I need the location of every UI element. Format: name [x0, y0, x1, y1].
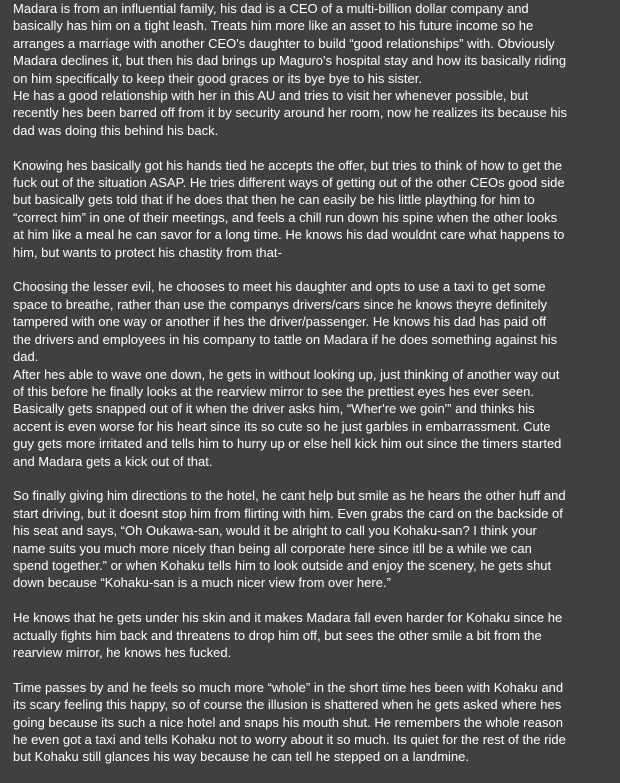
- paragraph: [13, 157, 619, 261]
- paragraph: [13, 278, 619, 469]
- text-line: “correct him” in one of their meetings, and feels a chill run down his spine when the other looks: [13, 209, 558, 225]
- text-line: basically has him on a tight leash. Treats him more like an asset to his future income so he: [13, 18, 534, 34]
- paragraph: [13, 609, 619, 661]
- text-line: and Madara gets a kick out of that.: [13, 453, 213, 469]
- text-line: spend together.” or when Kohaku tells him to look outside and enjoy the scenery, he gets shut: [13, 557, 552, 573]
- text-line: arranges a marriage with another CEO's daughter to build “good relationships” with. Obviously: [13, 35, 555, 51]
- text-line: accent is even worse for his heart since its so cute so he just garbles in embarrassment. Cute: [13, 418, 551, 434]
- text-line: he even got a taxi and tells Kohaku not to worry about it so much. Its quiet for the rest of the ride: [13, 731, 566, 747]
- text-line: but Kohaku still glances his way because he can tell he stepped on a landmine.: [13, 749, 470, 765]
- text-line: space to breathe, rather than use the companys drivers/cars since he knows theyre definitely: [13, 296, 548, 312]
- text-line: Knowing hes basically got his hands tied he accepts the offer, but tries to think of how to get the: [13, 157, 562, 173]
- text-line: its scary feeling this happy, so of course the illusion is shattered when he gets asked where hes: [13, 697, 562, 713]
- text-line: going because its such a nice hotel and snaps his mouth shut. He remembers the whole reason: [13, 714, 563, 730]
- text-line: name suits you much more nicely than being all corporate here since itll be a while we can: [13, 540, 532, 556]
- text-line: on him specifically to keep their good graces or its bye bye to his sister.: [13, 70, 422, 86]
- text-line: his seat and says, “Oh Oukawa-san, would it be alright to call you Kohaku-san? I think your: [13, 523, 537, 539]
- text-line: the drivers and employees in his company to tattle on Madara if he does something against his: [13, 331, 558, 347]
- text-line: start driving, but it doesnt stop him from flirting with him. Even grabs the card on the backside of: [13, 505, 563, 521]
- text-line: of this before he finally looks at the rearview mirror to see the prettiest eyes hes ever seen.: [13, 383, 534, 399]
- text-line: He knows that he gets under his skin and it makes Madara fall even harder for Kohaku since he: [13, 610, 563, 626]
- text-line: down because “Kohaku-san is a much nicer view from over here.”: [13, 575, 391, 591]
- text-line: Basically gets snapped out of it when the driver asks him, “Wher're we goin'” and thinks his: [13, 401, 535, 417]
- text-line: So finally giving him directions to the hotel, he cant help but smile as he hears the other huff and: [13, 488, 566, 504]
- text-line: dad.: [13, 349, 39, 365]
- text-line: Choosing the lesser evil, he chooses to meet his daughter and opts to use a taxi to get some: [13, 279, 546, 295]
- text-line: fuck out of the situation ASAP. He tries different ways of getting out of the other CEOs good side: [13, 175, 565, 191]
- paragraph: [13, 487, 619, 591]
- text-line: tampered with one way or another if hes the driver/passenger. He knows his dad has paid off: [13, 314, 547, 330]
- text-line: Madara declines it, but then his dad brings up Maguro's hospital stay and how its basically riding: [13, 53, 567, 69]
- text-line: Time passes by and he feels so much more “whole” in the short time hes been with Kohaku and: [13, 679, 564, 695]
- text-line: recently hes been barred off from it by security around her room, now he realizes its because his: [13, 105, 567, 121]
- text-line: Madara is from an influential family, his dad is a CEO of a multi-billion dollar company and: [13, 1, 529, 16]
- text-line: He has a good relationship with her in this AU and tries to visit her whenever possible, but: [13, 88, 529, 104]
- text-line: rearview mirror, he knows hes fucked.: [13, 644, 232, 660]
- text-line: dad was doing this behind his back.: [13, 122, 219, 138]
- text-line: at him like a meal he can savor for a long time. He knows his dad wouldnt care what happens to: [13, 227, 565, 243]
- text-line: guy gets more irritated and tells him to hurry up or else hell kick him out since the timers started: [13, 436, 562, 452]
- text-line: but basically gets told that if he does that then he can easily be his little plaything for him to: [13, 192, 535, 208]
- text-line: him, but wants to protect his chastity from that-: [13, 244, 282, 260]
- document-body: [13, 0, 619, 783]
- paragraph: [13, 679, 619, 766]
- text-line: actually fights him back and threatens to drop him off, but sees the other smile a bit from the: [13, 627, 542, 643]
- paragraph: [13, 0, 619, 139]
- text-line: After hes able to wave one down, he gets in without looking up, just thinking of another way out: [13, 366, 560, 382]
